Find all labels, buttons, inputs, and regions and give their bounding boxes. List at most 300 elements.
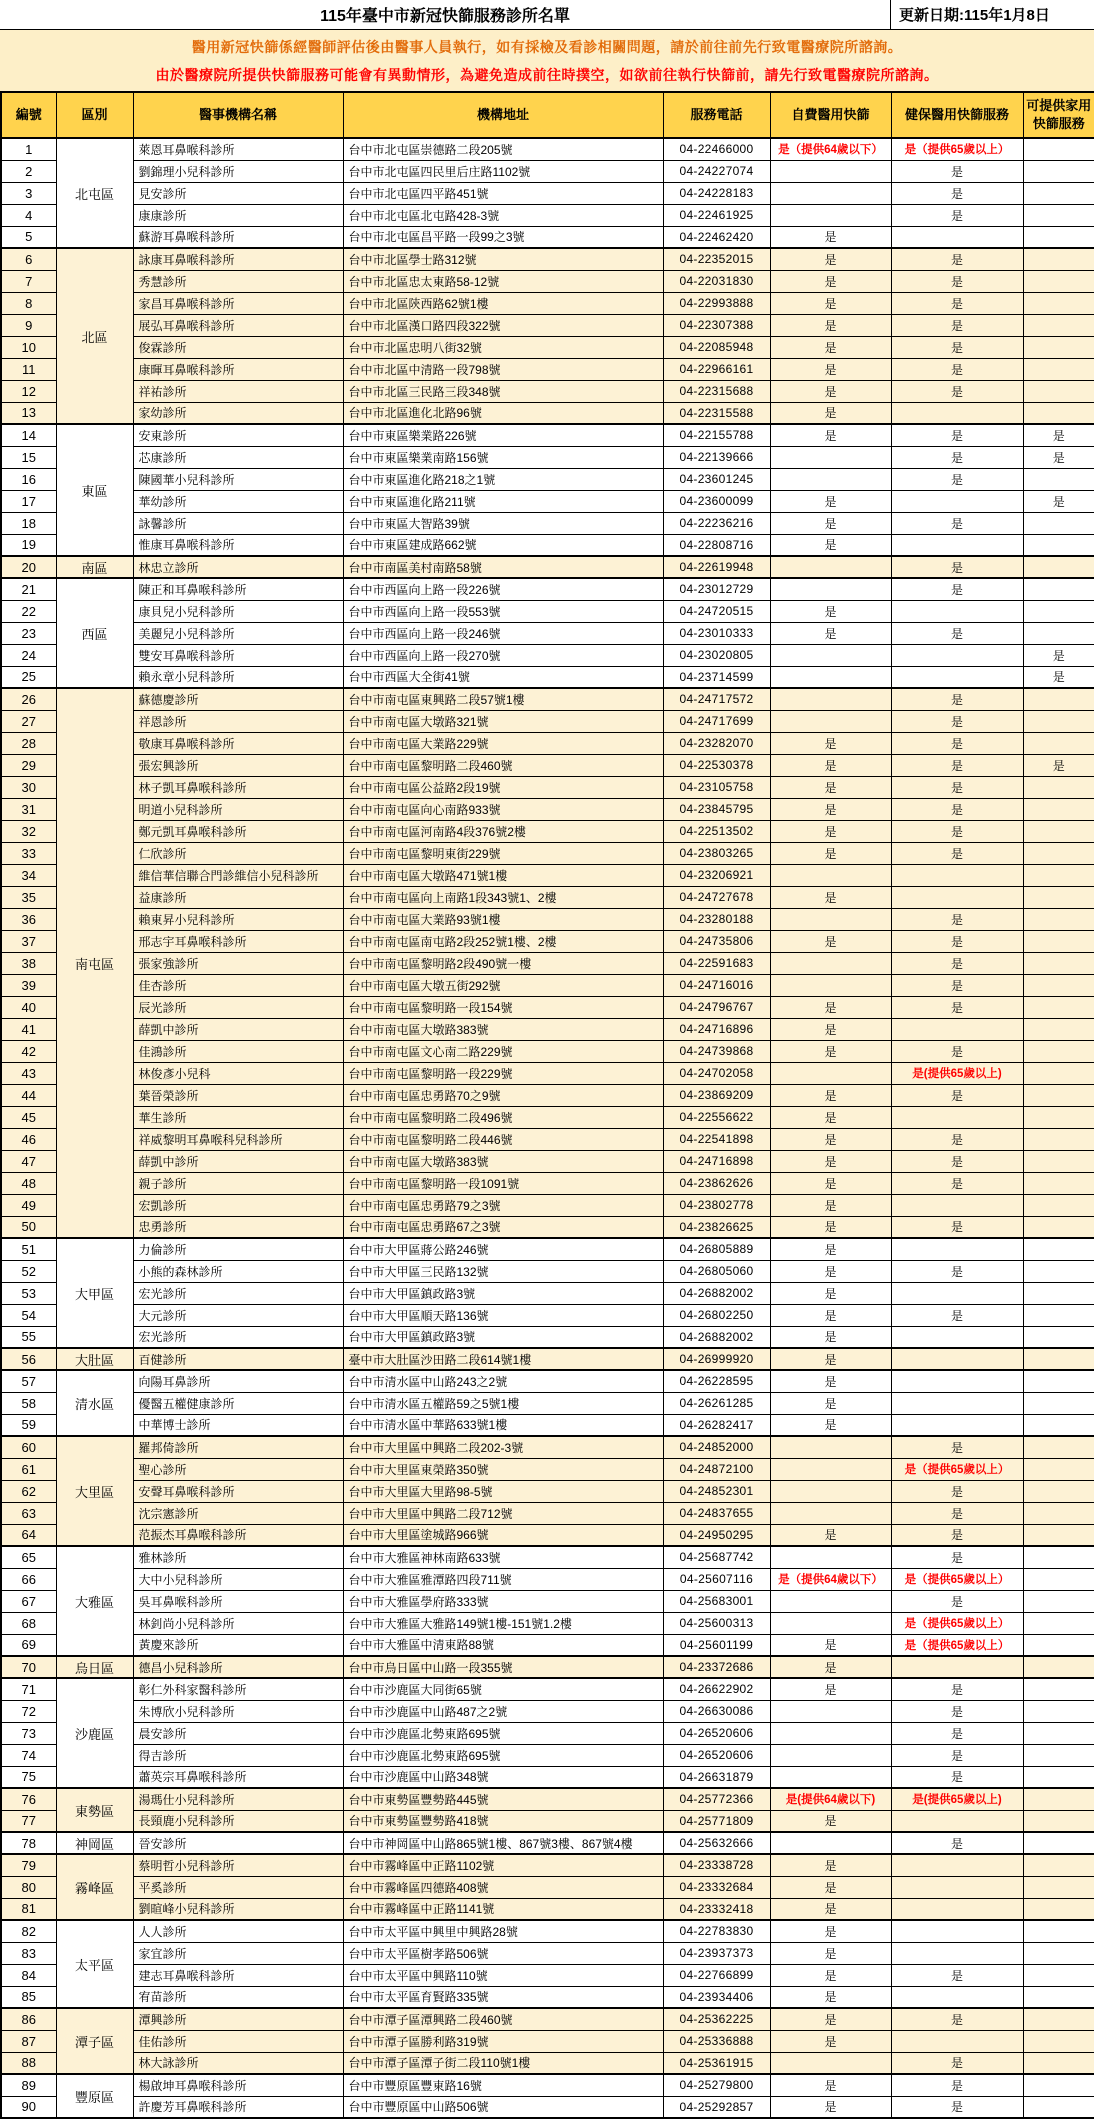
clinic-row	[1, 974, 1094, 996]
clinic-address: 台中市南屯區黎明路二段496號	[343, 1106, 663, 1128]
clinic-name: 祥威黎明耳鼻喉科兒科診所	[133, 1128, 343, 1150]
clinic-phone: 04-25632666	[663, 1832, 770, 1854]
nhi-flag: 是	[891, 2074, 1023, 2096]
nhi-flag	[891, 666, 1023, 688]
self-paid-flag	[770, 1832, 891, 1854]
row-number: 3	[1, 182, 56, 204]
self-paid-flag: 是	[770, 1018, 891, 1040]
clinic-row	[1, 336, 1094, 358]
self-paid-flag: 是	[770, 1128, 891, 1150]
self-paid-flag: 是	[770, 1238, 891, 1260]
clinic-phone: 04-23020805	[663, 644, 770, 666]
clinic-phone: 04-23332684	[663, 1876, 770, 1898]
row-number: 36	[1, 908, 56, 930]
home-test-flag	[1023, 776, 1094, 798]
nhi-flag: 是	[891, 358, 1023, 380]
home-test-flag	[1023, 688, 1094, 710]
clinic-name: 湯瑪仕小兒科診所	[133, 1788, 343, 1810]
clinic-row	[1, 798, 1094, 820]
nhi-flag	[891, 402, 1023, 424]
row-number: 80	[1, 1876, 56, 1898]
clinic-row	[1, 622, 1094, 644]
district-name: 烏日區	[56, 1656, 133, 1678]
clinic-phone: 04-24852000	[663, 1436, 770, 1458]
self-paid-flag	[770, 908, 891, 930]
home-test-flag	[1023, 1480, 1094, 1502]
clinic-name: 吳耳鼻喉科診所	[133, 1590, 343, 1612]
home-test-flag	[1023, 1172, 1094, 1194]
clinic-row	[1, 1524, 1094, 1546]
clinic-name: 張宏興診所	[133, 754, 343, 776]
clinic-row	[1, 248, 1094, 270]
clinic-row	[1, 1062, 1094, 1084]
clinic-phone: 04-23601245	[663, 468, 770, 490]
clinic-phone: 04-26882002	[663, 1282, 770, 1304]
row-number: 52	[1, 1260, 56, 1282]
district-name: 大里區	[56, 1436, 133, 1546]
clinic-row	[1, 138, 1094, 160]
clinic-phone: 04-22307388	[663, 314, 770, 336]
home-test-flag	[1023, 358, 1094, 380]
district-name: 南區	[56, 556, 133, 578]
clinic-phone: 04-24702058	[663, 1062, 770, 1084]
clinic-phone: 04-24950295	[663, 1524, 770, 1546]
self-paid-flag: 是	[770, 842, 891, 864]
nhi-flag: 是	[891, 1700, 1023, 1722]
clinic-name: 賴永章小兒科診所	[133, 666, 343, 688]
clinic-address: 台中市北屯區四民里后庄路1102號	[343, 160, 663, 182]
row-number: 86	[1, 2008, 56, 2030]
nhi-flag	[891, 1348, 1023, 1370]
clinic-row	[1, 600, 1094, 622]
clinic-phone: 04-26631879	[663, 1766, 770, 1788]
district-name: 東區	[56, 424, 133, 556]
self-paid-flag: 是	[770, 314, 891, 336]
nhi-flag: 是	[891, 1304, 1023, 1326]
clinic-address: 台中市南屯區忠勇路67之3號	[343, 1216, 663, 1238]
self-paid-flag: 是	[770, 1150, 891, 1172]
row-number: 62	[1, 1480, 56, 1502]
clinic-name: 康康診所	[133, 204, 343, 226]
clinic-address: 台中市大里區中興路二段712號	[343, 1502, 663, 1524]
nhi-flag: 是(提供65歲以上)	[891, 1788, 1023, 1810]
district-name: 神岡區	[56, 1832, 133, 1854]
row-number: 87	[1, 2030, 56, 2052]
clinic-address: 台中市沙鹿區北勢東路695號	[343, 1744, 663, 1766]
clinic-name: 秀慧診所	[133, 270, 343, 292]
self-paid-flag	[770, 864, 891, 886]
clinic-address: 台中市東區大智路39號	[343, 512, 663, 534]
row-number: 81	[1, 1898, 56, 1920]
clinic-address: 台中市霧峰區四德路408號	[343, 1876, 663, 1898]
nhi-flag: 是	[891, 798, 1023, 820]
clinic-name: 詠馨診所	[133, 512, 343, 534]
nhi-flag: 是	[891, 1480, 1023, 1502]
nhi-flag	[891, 644, 1023, 666]
clinic-address: 台中市北區忠太東路58-12號	[343, 270, 663, 292]
clinic-row	[1, 1150, 1094, 1172]
clinic-name: 力倫診所	[133, 1238, 343, 1260]
home-test-flag	[1023, 292, 1094, 314]
clinic-address: 台中市南屯區文心南二路229號	[343, 1040, 663, 1062]
clinic-row	[1, 182, 1094, 204]
home-test-flag	[1023, 1964, 1094, 1986]
self-paid-flag: 是	[770, 600, 891, 622]
clinic-row	[1, 314, 1094, 336]
nhi-flag: 是	[891, 160, 1023, 182]
row-number: 71	[1, 1678, 56, 1700]
clinic-row	[1, 2052, 1094, 2074]
clinic-address: 台中市南區美村南路58號	[343, 556, 663, 578]
row-number: 84	[1, 1964, 56, 1986]
self-paid-flag	[770, 1700, 891, 1722]
self-paid-flag: 是	[770, 820, 891, 842]
clinic-phone: 04-23105758	[663, 776, 770, 798]
clinic-row	[1, 1876, 1094, 1898]
self-paid-flag: 是	[770, 1370, 891, 1392]
home-test-flag	[1023, 1502, 1094, 1524]
self-paid-flag: 是	[770, 1392, 891, 1414]
column-header-phone: 服務電話	[663, 92, 770, 138]
clinic-row	[1, 1766, 1094, 1788]
self-paid-flag: 是	[770, 798, 891, 820]
row-number: 20	[1, 556, 56, 578]
nhi-flag: 是	[891, 710, 1023, 732]
clinic-name: 大中小兒科診所	[133, 1568, 343, 1590]
self-paid-flag	[770, 974, 891, 996]
home-test-flag	[1023, 1876, 1094, 1898]
home-test-flag	[1023, 1832, 1094, 1854]
home-test-flag	[1023, 1920, 1094, 1942]
self-paid-flag: 是	[770, 292, 891, 314]
row-number: 58	[1, 1392, 56, 1414]
clinic-row	[1, 380, 1094, 402]
home-test-flag	[1023, 974, 1094, 996]
clinic-phone: 04-23280188	[663, 908, 770, 930]
nhi-flag: 是	[891, 842, 1023, 864]
nhi-flag: 是	[891, 1502, 1023, 1524]
updated-date: 更新日期:115年1月8日	[890, 0, 1094, 29]
clinic-address: 台中市神岡區中山路865號1樓、867號3樓、867號4樓	[343, 1832, 663, 1854]
clinic-row	[1, 1502, 1094, 1524]
district-name: 大甲區	[56, 1238, 133, 1348]
row-number: 78	[1, 1832, 56, 1854]
nhi-flag: 是	[891, 1766, 1023, 1788]
clinic-address: 台中市西區向上路一段226號	[343, 578, 663, 600]
clinic-address: 台中市潭子區潭子街二段110號1樓	[343, 2052, 663, 2074]
home-test-flag	[1023, 1458, 1094, 1480]
clinic-name: 小熊的森林診所	[133, 1260, 343, 1282]
clinic-row	[1, 1216, 1094, 1238]
clinic-row	[1, 1436, 1094, 1458]
self-paid-flag	[770, 1612, 891, 1634]
home-test-flag	[1023, 1414, 1094, 1436]
clinic-phone: 04-24796767	[663, 996, 770, 1018]
self-paid-flag	[770, 1436, 891, 1458]
row-number: 73	[1, 1722, 56, 1744]
home-test-flag	[1023, 1942, 1094, 1964]
row-number: 6	[1, 248, 56, 270]
self-paid-flag: 是	[770, 1216, 891, 1238]
clinic-name: 華生診所	[133, 1106, 343, 1128]
clinic-row	[1, 578, 1094, 600]
clinic-name: 鄭元凱耳鼻喉科診所	[133, 820, 343, 842]
clinic-row	[1, 1854, 1094, 1876]
nhi-flag: 是	[891, 2052, 1023, 2074]
clinic-address: 台中市北屯區四平路451號	[343, 182, 663, 204]
clinic-phone: 04-23869209	[663, 1084, 770, 1106]
self-paid-flag: 是	[770, 1876, 891, 1898]
nhi-flag	[891, 864, 1023, 886]
nhi-flag: 是	[891, 776, 1023, 798]
clinic-phone: 04-23862626	[663, 1172, 770, 1194]
self-paid-flag: 是	[770, 402, 891, 424]
home-test-flag	[1023, 1194, 1094, 1216]
clinic-row	[1, 270, 1094, 292]
home-test-flag	[1023, 1898, 1094, 1920]
home-test-flag	[1023, 1986, 1094, 2008]
clinic-table	[0, 91, 1094, 2119]
self-paid-flag: 是	[770, 2096, 891, 2118]
home-test-flag	[1023, 842, 1094, 864]
clinic-row	[1, 358, 1094, 380]
district-name: 大雅區	[56, 1546, 133, 1656]
nhi-flag	[891, 1876, 1023, 1898]
nhi-flag: 是（提供65歲以上）	[891, 1458, 1023, 1480]
clinic-address: 台中市北屯區崇德路二段205號	[343, 138, 663, 160]
home-test-flag	[1023, 1282, 1094, 1304]
self-paid-flag: 是	[770, 1634, 891, 1656]
nhi-flag: 是	[891, 1436, 1023, 1458]
clinic-name: 雙安耳鼻喉科診所	[133, 644, 343, 666]
home-test-flag	[1023, 952, 1094, 974]
clinic-row	[1, 1370, 1094, 1392]
clinic-name: 林釗尚小兒科診所	[133, 1612, 343, 1634]
clinic-address: 台中市北區陝西路62號1樓	[343, 292, 663, 314]
clinic-phone: 04-22966161	[663, 358, 770, 380]
home-test-flag	[1023, 600, 1094, 622]
home-test-flag	[1023, 996, 1094, 1018]
district-name: 霧峰區	[56, 1854, 133, 1920]
clinic-name: 陳國華小兒科診所	[133, 468, 343, 490]
clinic-phone: 04-22085948	[663, 336, 770, 358]
clinic-address: 台中市潭子區勝利路319號	[343, 2030, 663, 2052]
clinic-name: 佳鴻診所	[133, 1040, 343, 1062]
nhi-flag	[891, 1986, 1023, 2008]
clinic-phone: 04-24872100	[663, 1458, 770, 1480]
clinic-name: 彰仁外科家醫科診所	[133, 1678, 343, 1700]
clinic-phone: 04-23802778	[663, 1194, 770, 1216]
clinic-row	[1, 1040, 1094, 1062]
clinic-row	[1, 2030, 1094, 2052]
clinic-row	[1, 1722, 1094, 1744]
clinic-name: 張家強診所	[133, 952, 343, 974]
clinic-name: 祥恩診所	[133, 710, 343, 732]
column-header-number: 編號	[1, 92, 56, 138]
row-number: 66	[1, 1568, 56, 1590]
clinic-phone: 04-22461925	[663, 204, 770, 226]
clinic-address: 台中市南屯區黎明路二段460號	[343, 754, 663, 776]
clinic-name: 劉暄峰小兒科診所	[133, 1898, 343, 1920]
clinic-name: 葉晉榮診所	[133, 1084, 343, 1106]
nhi-flag: 是	[891, 820, 1023, 842]
clinic-row	[1, 930, 1094, 952]
self-paid-flag: 是	[770, 1326, 891, 1348]
clinic-address: 台中市大甲區鎮政路3號	[343, 1282, 663, 1304]
row-number: 65	[1, 1546, 56, 1568]
clinic-name: 中華博士診所	[133, 1414, 343, 1436]
clinic-row	[1, 446, 1094, 468]
clinic-phone: 04-22591683	[663, 952, 770, 974]
clinic-phone: 04-26882002	[663, 1326, 770, 1348]
clinic-row	[1, 820, 1094, 842]
clinic-phone: 04-26622902	[663, 1678, 770, 1700]
clinic-name: 康貝兒小兒科診所	[133, 600, 343, 622]
clinic-phone: 04-25601199	[663, 1634, 770, 1656]
clinic-phone: 04-23012729	[663, 578, 770, 600]
home-test-flag	[1023, 1062, 1094, 1084]
nhi-flag: 是	[891, 1964, 1023, 1986]
self-paid-flag: 是	[770, 1920, 891, 1942]
clinic-phone: 04-25771809	[663, 1810, 770, 1832]
clinic-row	[1, 908, 1094, 930]
column-header-clinic-name: 醫事機構名稱	[133, 92, 343, 138]
home-test-flag: 是	[1023, 666, 1094, 688]
home-test-flag	[1023, 556, 1094, 578]
clinic-address: 台中市南屯區公益路2段19號	[343, 776, 663, 798]
nhi-flag	[891, 1392, 1023, 1414]
self-paid-flag: 是	[770, 380, 891, 402]
home-test-flag	[1023, 1040, 1094, 1062]
clinic-address: 台中市大甲區三民路132號	[343, 1260, 663, 1282]
self-paid-flag	[770, 666, 891, 688]
row-number: 56	[1, 1348, 56, 1370]
clinic-address: 台中市北區進化北路96號	[343, 402, 663, 424]
notice-banner	[0, 30, 1094, 91]
clinic-address: 台中市沙鹿區大同街65號	[343, 1678, 663, 1700]
clinic-phone: 04-26520606	[663, 1722, 770, 1744]
row-number: 57	[1, 1370, 56, 1392]
clinic-address: 台中市大里區東榮路350號	[343, 1458, 663, 1480]
home-test-flag	[1023, 512, 1094, 534]
row-number: 74	[1, 1744, 56, 1766]
district-name: 西區	[56, 578, 133, 688]
row-number: 19	[1, 534, 56, 556]
row-number: 37	[1, 930, 56, 952]
clinic-address: 台中市東勢區豐勢路418號	[343, 1810, 663, 1832]
nhi-flag: 是	[891, 556, 1023, 578]
clinic-name: 見安診所	[133, 182, 343, 204]
clinic-name: 楊啟坤耳鼻喉科診所	[133, 2074, 343, 2096]
clinic-phone: 04-24739868	[663, 1040, 770, 1062]
clinic-address: 台中市清水區中華路633號1樓	[343, 1414, 663, 1436]
home-test-flag	[1023, 930, 1094, 952]
clinic-address: 台中市南屯區大墩路383號	[343, 1150, 663, 1172]
clinic-name: 宥苗診所	[133, 1986, 343, 2008]
home-test-flag	[1023, 380, 1094, 402]
clinic-address: 台中市南屯區大業路93號1樓	[343, 908, 663, 930]
self-paid-flag	[770, 182, 891, 204]
district-name: 清水區	[56, 1370, 133, 1436]
clinic-name: 邢志宇耳鼻喉科診所	[133, 930, 343, 952]
home-test-flag	[1023, 248, 1094, 270]
clinic-row	[1, 2074, 1094, 2096]
clinic-name: 潭興診所	[133, 2008, 343, 2030]
clinic-phone: 04-25279800	[663, 2074, 770, 2096]
clinic-row	[1, 1106, 1094, 1128]
nhi-flag: 是	[891, 1260, 1023, 1282]
clinic-phone: 04-23282070	[663, 732, 770, 754]
clinic-row	[1, 1128, 1094, 1150]
self-paid-flag: 是	[770, 1040, 891, 1062]
home-test-flag	[1023, 1524, 1094, 1546]
row-number: 43	[1, 1062, 56, 1084]
clinic-phone: 04-23600099	[663, 490, 770, 512]
clinic-phone: 04-23372686	[663, 1656, 770, 1678]
row-number: 29	[1, 754, 56, 776]
clinic-row	[1, 512, 1094, 534]
clinic-row	[1, 864, 1094, 886]
clinic-name: 詠康耳鼻喉科診所	[133, 248, 343, 270]
clinic-address: 台中市潭子區潭興路二段460號	[343, 2008, 663, 2030]
nhi-flag: 是(提供65歲以上)	[891, 1062, 1023, 1084]
home-test-flag	[1023, 2096, 1094, 2118]
column-header-home-test: 可提供家用快篩服務	[1023, 92, 1094, 138]
clinic-address: 台中市南屯區忠勇路70之9號	[343, 1084, 663, 1106]
clinic-name: 晉安診所	[133, 1832, 343, 1854]
row-number: 50	[1, 1216, 56, 1238]
row-number: 8	[1, 292, 56, 314]
self-paid-flag: 是	[770, 1194, 891, 1216]
clinic-name: 晨安診所	[133, 1722, 343, 1744]
row-number: 24	[1, 644, 56, 666]
clinic-phone: 04-22031830	[663, 270, 770, 292]
nhi-flag: 是	[891, 380, 1023, 402]
nhi-flag: 是	[891, 754, 1023, 776]
clinic-phone: 04-23206921	[663, 864, 770, 886]
clinic-row	[1, 1656, 1094, 1678]
self-paid-flag: 是	[770, 1678, 891, 1700]
clinic-name: 益康診所	[133, 886, 343, 908]
nhi-flag: 是	[891, 996, 1023, 1018]
nhi-flag: 是	[891, 952, 1023, 974]
row-number: 72	[1, 1700, 56, 1722]
nhi-flag	[891, 490, 1023, 512]
clinic-address: 台中市東區進化路211號	[343, 490, 663, 512]
clinic-phone: 04-25361915	[663, 2052, 770, 2074]
clinic-row	[1, 490, 1094, 512]
nhi-flag: 是	[891, 182, 1023, 204]
home-test-flag	[1023, 1700, 1094, 1722]
clinic-address: 台中市霧峰區中正路1102號	[343, 1854, 663, 1876]
nhi-flag	[891, 1656, 1023, 1678]
clinic-row	[1, 1634, 1094, 1656]
self-paid-flag: 是	[770, 1942, 891, 1964]
home-test-flag: 是	[1023, 446, 1094, 468]
self-paid-flag: 是	[770, 1986, 891, 2008]
clinic-address: 台中市沙鹿區中山路348號	[343, 1766, 663, 1788]
nhi-flag: 是	[891, 1722, 1023, 1744]
clinic-row	[1, 1546, 1094, 1568]
nhi-flag	[891, 1194, 1023, 1216]
self-paid-flag: 是	[770, 1656, 891, 1678]
self-paid-flag	[770, 1722, 891, 1744]
home-test-flag	[1023, 1304, 1094, 1326]
row-number: 10	[1, 336, 56, 358]
row-number: 40	[1, 996, 56, 1018]
row-number: 76	[1, 1788, 56, 1810]
home-test-flag	[1023, 1128, 1094, 1150]
